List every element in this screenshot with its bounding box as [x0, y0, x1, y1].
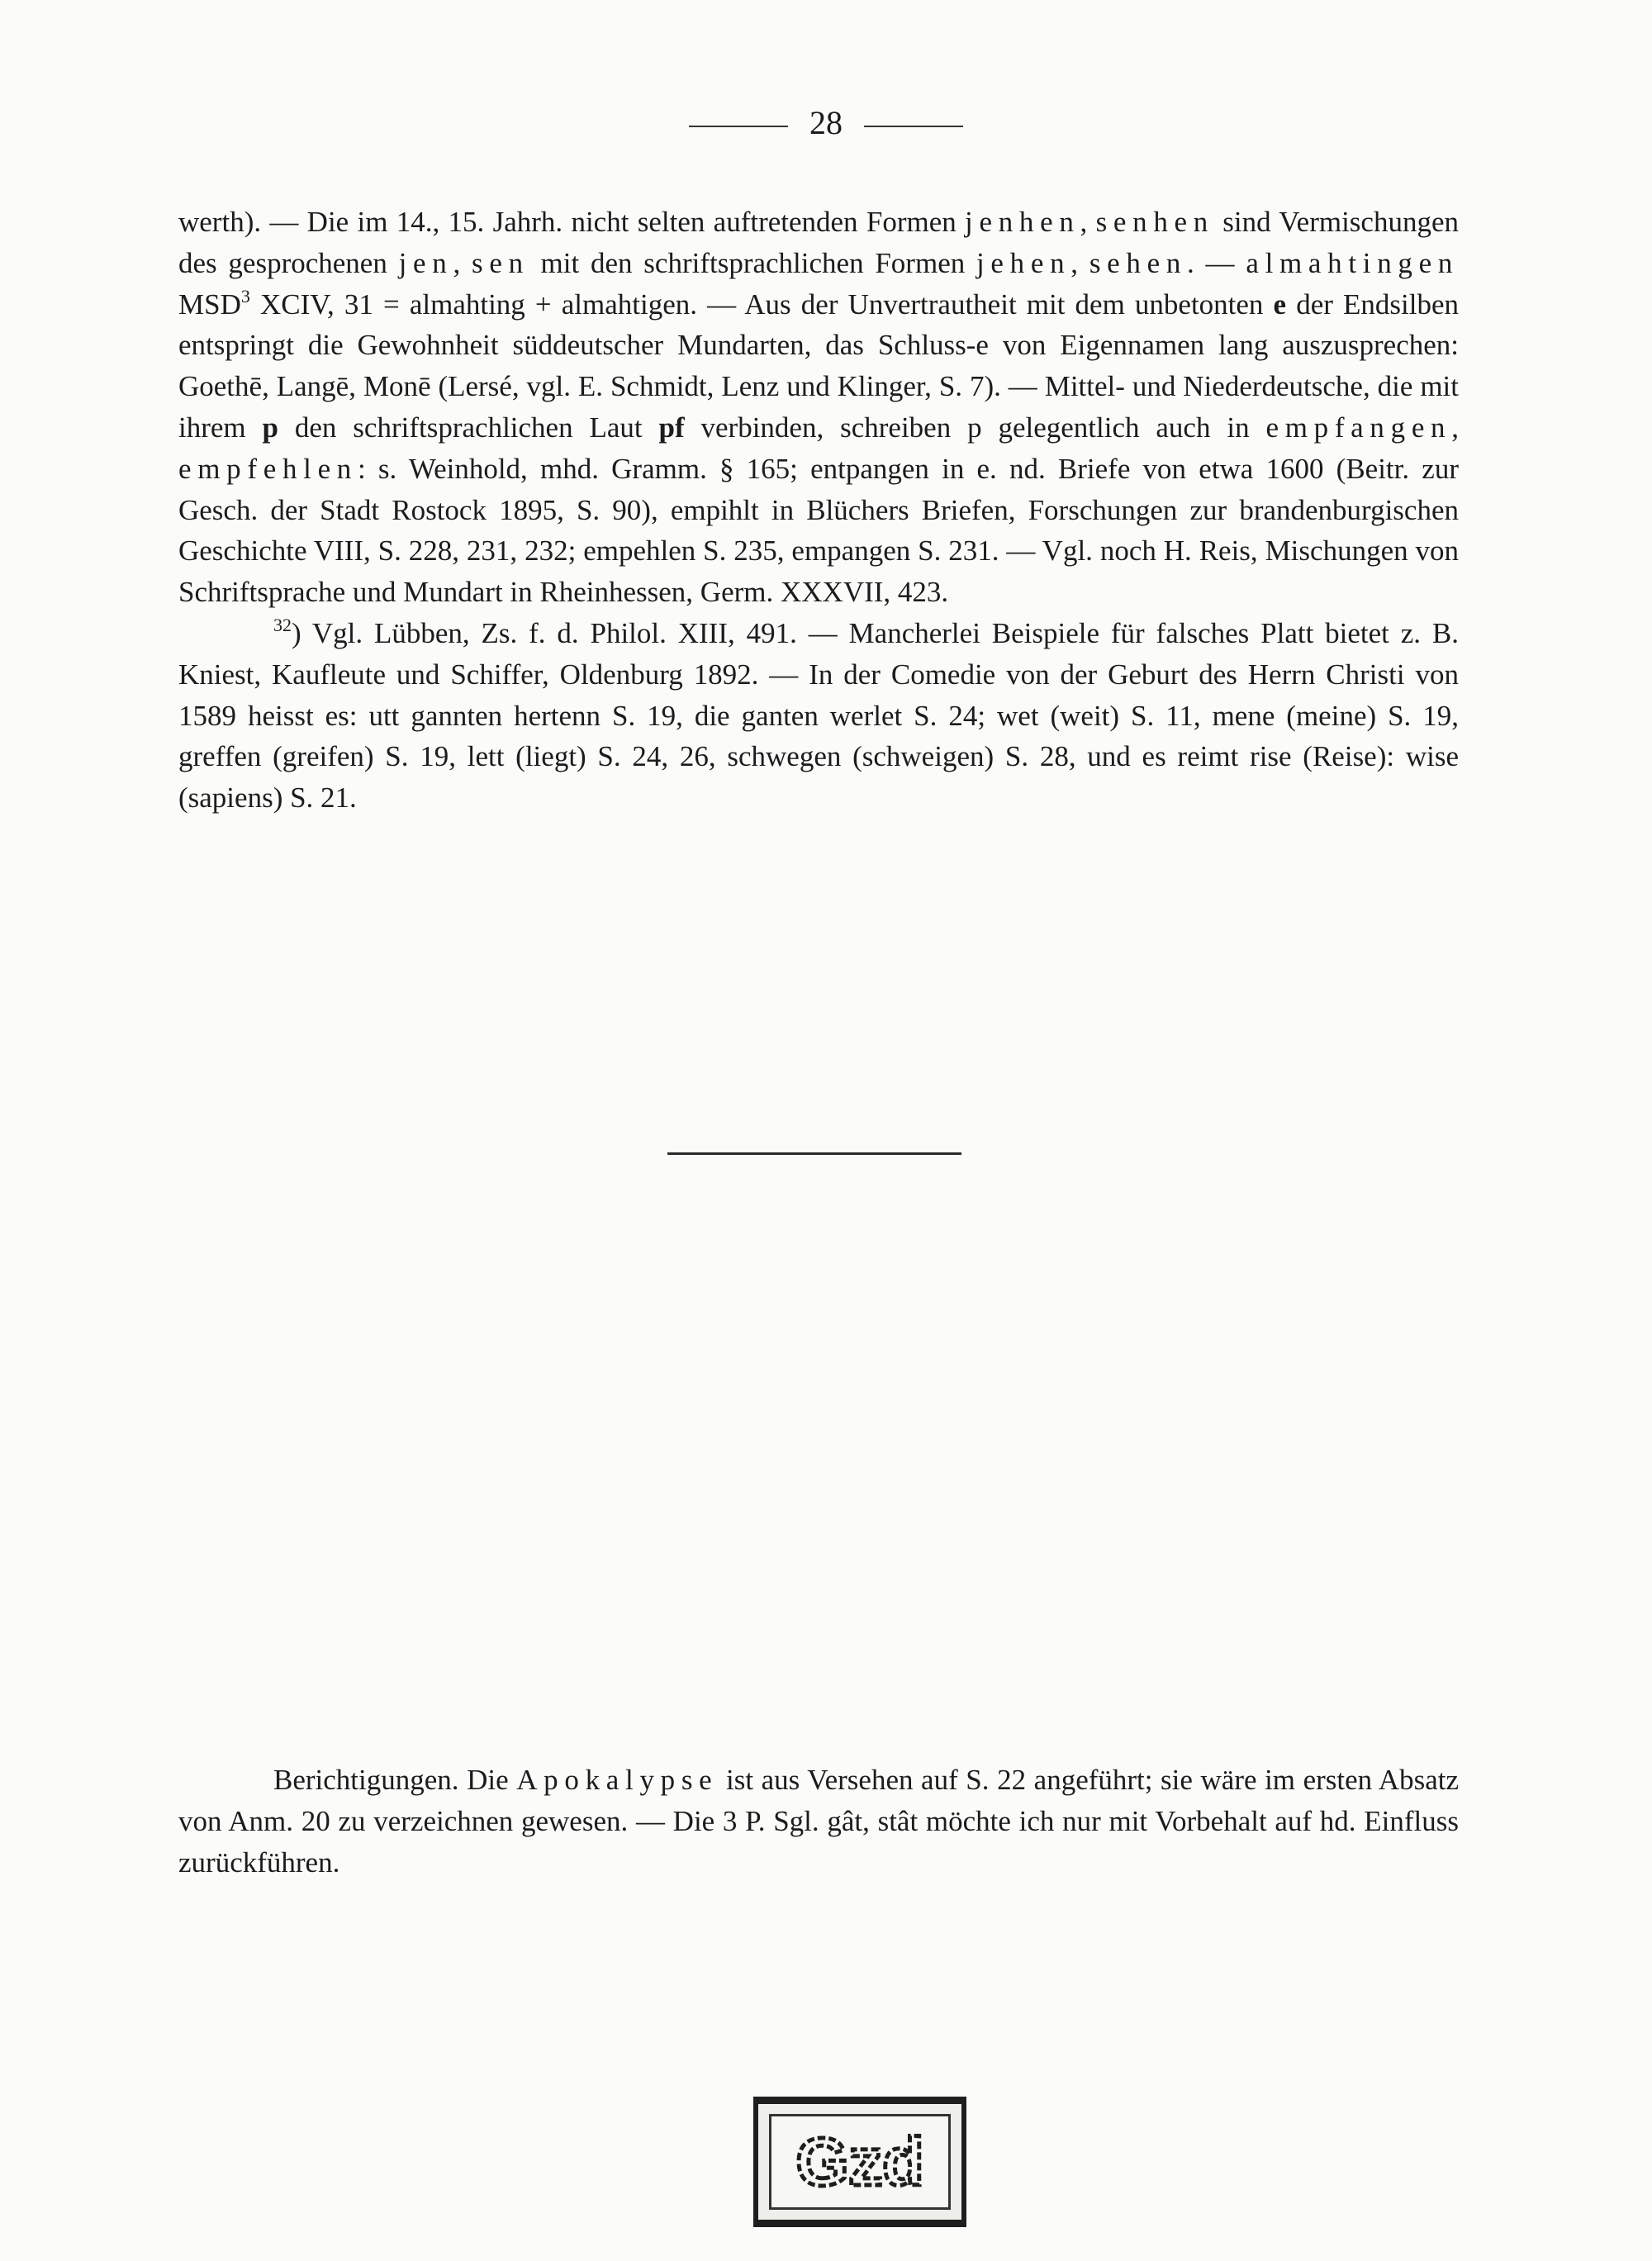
corrections-paragraph: Berichtigungen. Die Apokalypse ist aus Versehen auf S. 22 angeführt; sie wäre im ersten Absatz von Anm. 20 zu verzeichnen gewesen. — Die 3 P. Sgl. gât, stât möchte ich nur mit Vorbehalt auf hd. Einfluss zurückführen.: [178, 1764, 1459, 1879]
section-divider: [667, 1152, 961, 1155]
footnote-32: $^{32}$) Vgl. Lübben, Zs. f. d. Philol. XIII, 491. — Mancherlei Beispiele für falsches Platt bietet z. B. Kniest, Kaufleute und Schiffer, Oldenburg 1892. — In der Comedie von der Geburt des Herrn Christi von 1589 heisst es: utt gannten hertenn S. 19, die ganten werlet S. 24; wet (weit) S. 11, mene (meine) S. 19, greffen (greifen) S. 19, lett (liegt) S. 24, 26, schwegen (schweigen) S. 28, und es reimt rise (Reise): wise (sapiens) S. 21.: [178, 614, 1459, 815]
stamp-lettering-icon: [777, 2122, 942, 2202]
page-number: 28: [809, 104, 843, 141]
header-rule-right: [864, 126, 963, 127]
main-text-block: [178, 202, 1459, 819]
library-stamp: [753, 2097, 966, 2227]
paragraph-continuation: werth). — Die im 14., 15. Jahrh. nicht selten auftretenden Formen jenhen, senhen sind Vermischungen des gesprochenen jen, sen mit den schriftsprachlichen Formen jehen, sehen. — almahtingen MSD$^3$ XCIV, 31 = almahting + almahtigen. — Aus der Unvertrautheit mit dem unbetonten e der Endsilben entspringt die Gewohnheit süddeutscher Mundarten, das Schluss-e von Eigennamen lang auszusprechen: Goethē, Langē, Monē (Lersé, vgl. E. Schmidt, Lenz und Klinger, S. 7). — Mittel- und Niederdeutsche, die mit ihrem p den schriftsprachlichen Laut pf verbinden, schreiben p gelegentlich auch in empfangen, empfehlen: s. Weinhold, mhd. Gramm. § 165; entpangen in e. nd. Briefe von etwa 1600 (Beitr. zur Gesch. der Stadt Rostock 1895, S. 90), empihlt in Blüchers Briefen, Forschungen zur brandenburgischen Geschichte VIII, S. 228, 231, 232; empehlen S. 235, empangen S. 231. — Vgl. noch H. Reis, Mischungen von Schriftsprache und Mundart in Rheinhessen, Germ. XXXVII, 423.: [178, 206, 1460, 609]
header-rule-left: [689, 126, 788, 127]
stamp-inner-frame: [769, 2114, 951, 2210]
footnote-marker: 32: [273, 614, 292, 635]
svg-text:Gzd: Gzd: [795, 2125, 924, 2200]
corrections-block: [178, 1760, 1459, 1883]
page-header: [0, 103, 1652, 142]
